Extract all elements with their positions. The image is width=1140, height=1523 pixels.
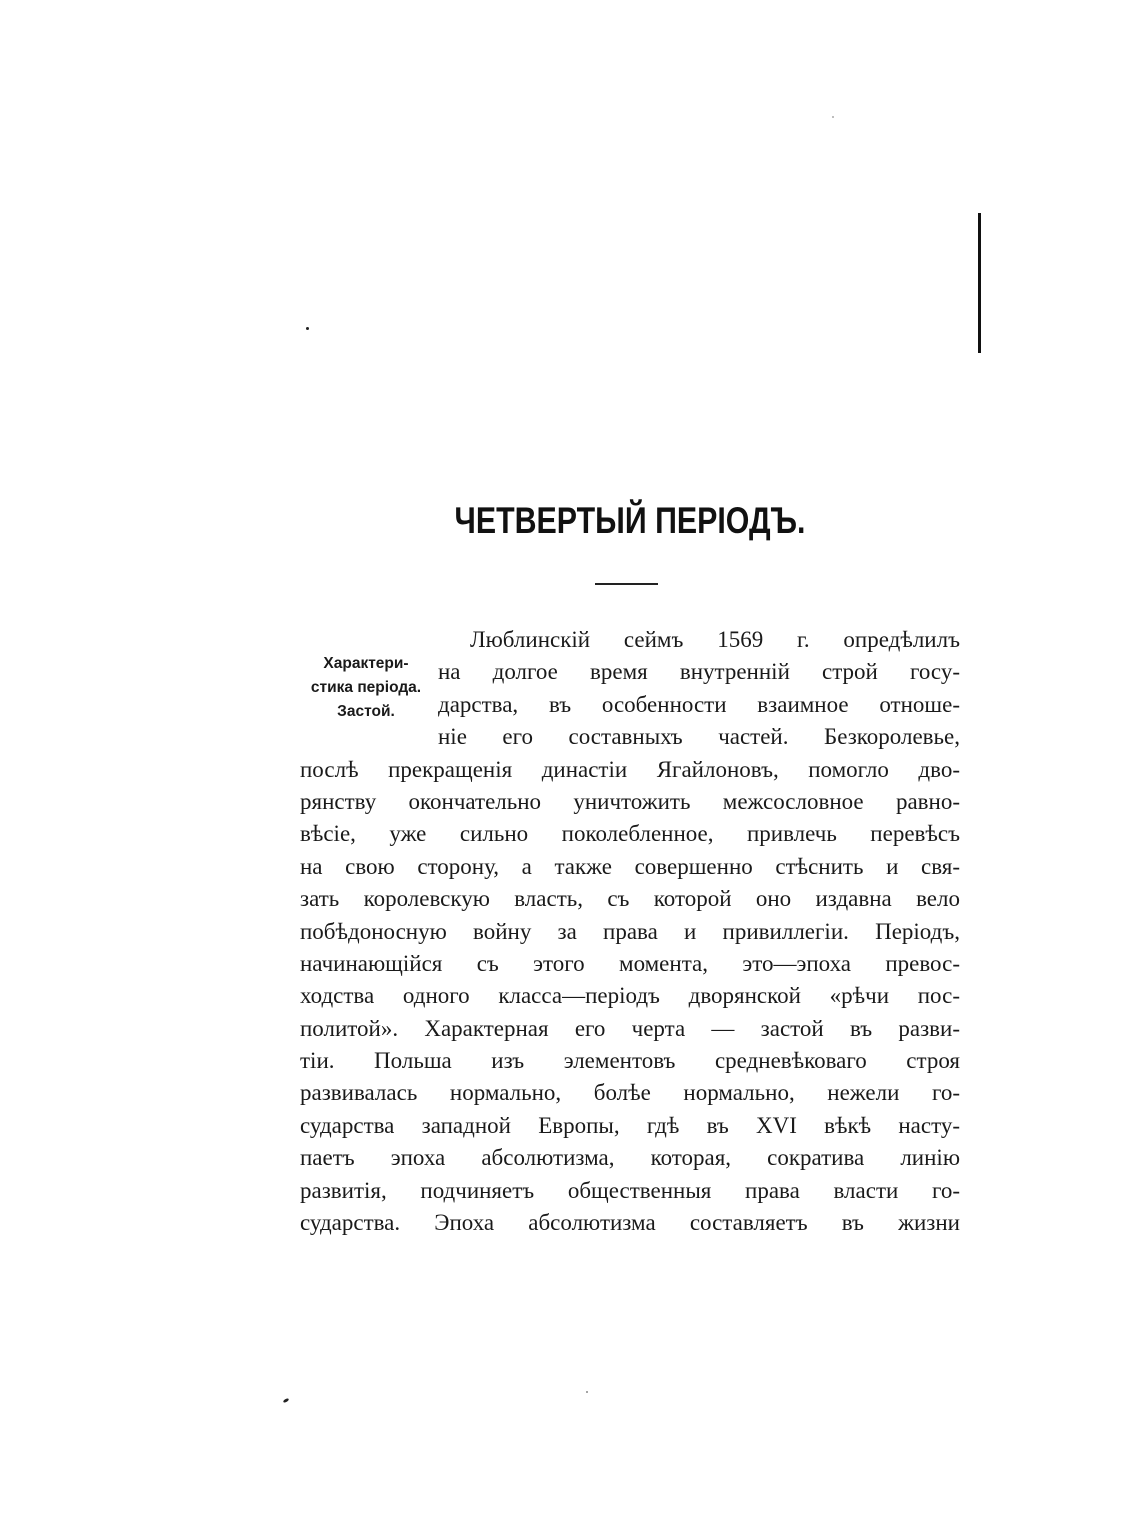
text-line: сударства. Эпоха абсолютизма составляетъ въ жизни bbox=[300, 1210, 960, 1236]
text-line: сударства западной Европы, гдѣ въ XVI вѣкѣ насту- bbox=[300, 1112, 960, 1138]
text-line: рянству окончательно уничтожить межсословное равно- bbox=[300, 788, 960, 814]
chapter-title: ЧЕТВЕРТЫЙ ПЕРІОДЪ. bbox=[454, 500, 806, 541]
text-line: послѣ прекращенія династіи Ягайлоновъ, помогло дво- bbox=[300, 756, 960, 782]
page-edge-mark bbox=[978, 213, 981, 353]
text-line: на долгое время внутренній строй госу- bbox=[438, 659, 960, 685]
text-line: развитія, подчиняетъ общественныя права власти го- bbox=[300, 1177, 960, 1203]
text-line: на свою сторону, а также совершенно стѣснить и свя- bbox=[300, 853, 960, 879]
body-paragraph bbox=[300, 624, 960, 1239]
ink-speck bbox=[306, 327, 309, 330]
text-line: политой». Характерная его черта — застой въ разви- bbox=[300, 1015, 960, 1041]
text-line: вѣсіе, уже сильно поколебленное, привлечь перевѣсъ bbox=[300, 821, 960, 847]
text-line: развивалась нормально, болѣе нормально, нежели го- bbox=[300, 1080, 960, 1106]
title-divider bbox=[595, 583, 658, 585]
margin-note-line: Характери- bbox=[323, 655, 409, 672]
text-line: начинающійся съ этого момента, это—эпоха превос- bbox=[300, 950, 960, 976]
text-line: дарства, въ особенности взаимное отноше- bbox=[438, 691, 960, 717]
text-line: побѣдоносную войну за права и привиллегіи. Періодъ, bbox=[300, 918, 960, 944]
text-line: зать королевскую власть, съ которой оно издавна вело bbox=[300, 886, 960, 912]
margin-note-line: Застой. bbox=[337, 703, 395, 720]
text-line: тіи. Польша изъ элементовъ средневѣковаго строя bbox=[300, 1048, 960, 1074]
text-line: ніе его составныхъ частей. Безкоролевье, bbox=[438, 724, 960, 750]
text-line: паетъ эпоха абсолютизма, которая, сократива линію bbox=[300, 1145, 960, 1171]
text-line: ходства одного класса—періодъ дворянской «рѣчи пос- bbox=[300, 983, 960, 1009]
ink-speck bbox=[283, 1398, 290, 1404]
margin-note-line: стика періода. bbox=[310, 679, 422, 696]
ink-speck bbox=[586, 1391, 588, 1393]
text-line: Люблинскій сеймъ 1569 г. опредѣлилъ bbox=[470, 627, 960, 652]
ink-speck bbox=[832, 116, 834, 118]
